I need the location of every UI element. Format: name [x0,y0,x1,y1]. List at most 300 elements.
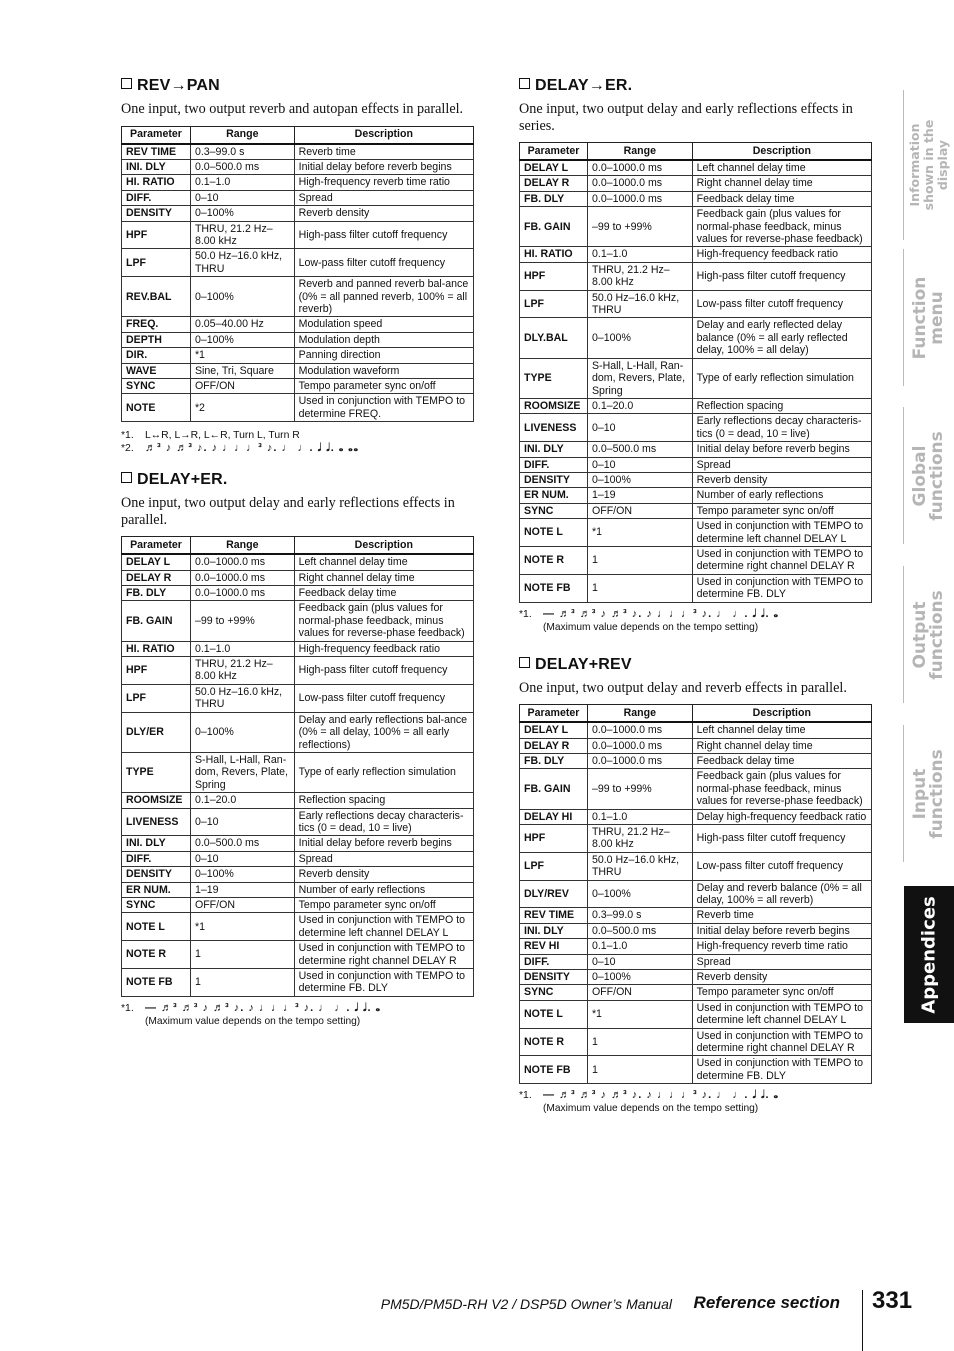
table-row [122,657,474,685]
description-cell: High-frequency feedback ratio [294,641,473,656]
description-cell: Low-pass filter cutoff frequency [294,684,473,712]
description-cell: Used in conjunction with TEMPO to determine right channel DELAY R [692,546,871,574]
table-row [520,809,872,824]
table-row [520,207,872,247]
range-cell: 0.1–1.0 [587,809,692,824]
section-intro: One input, two output reverb and autopan effects in parallel. [121,101,464,117]
checkbox-bullet-icon [121,78,132,89]
param-cell: NOTE R [122,941,191,969]
range-cell: *1 [190,913,294,941]
range-cell: OFF/ON [587,985,692,1000]
manual-title: PM5D/PM5D-RH V2 / DSP5D Owner’s Manual [380,1296,672,1312]
param-cell: NOTE L [520,1000,588,1028]
table-row [122,913,474,941]
tab-output-functions[interactable]: Output functions [903,566,954,703]
param-cell: REV.BAL [122,277,191,317]
description-cell: Right channel delay time [692,738,871,753]
table-row [122,554,474,570]
range-cell: THRU, 21.2 Hz–8.00 kHz [587,262,692,290]
range-cell: S-Hall, L-Hall, Ran-dom, Revers, Plate, Spring [190,752,294,792]
description-cell: Delay and early reflections bal-ance (0% = all delay, 100% = all early reflections) [294,712,473,752]
param-cell: HPF [122,221,191,249]
table-row [122,712,474,752]
param-cell: DIR. [122,348,191,363]
description-cell: Used in conjunction with TEMPO to determine right channel DELAY R [294,941,473,969]
param-cell: DIFF. [520,954,588,969]
range-cell: 50.0 Hz–16.0 kHz, THRU [190,684,294,712]
column-header-description: Description [294,537,473,555]
description-cell: Type of early reflection simulation [294,752,473,792]
param-cell: SYNC [122,379,191,394]
table-row [122,684,474,712]
parameter-table [519,704,872,1084]
param-cell: REV TIME [520,908,588,923]
tab-global-functions[interactable]: Global functions [903,407,954,544]
column-header-parameter: Parameter [122,537,191,555]
param-cell: FB. GAIN [122,601,191,641]
range-cell: 1 [190,969,294,997]
range-cell: 0.1–1.0 [190,175,294,190]
section-intro: One input, two output delay and reverb effects in parallel. [519,679,847,696]
table-row [520,290,872,318]
range-cell: THRU, 21.2 Hz–8.00 kHz [587,824,692,852]
table-row [520,722,872,738]
range-cell: 0.0–1000.0 ms [587,191,692,206]
table-row [520,753,872,768]
footnote-subtext: (Maximum value depends on the tempo setting) [145,1015,361,1027]
param-cell: DENSITY [122,206,191,221]
parameter-table [519,142,872,603]
table-row [520,546,872,574]
param-cell: SYNC [122,897,191,912]
table-row [520,1000,872,1028]
range-cell: OFF/ON [587,503,692,518]
table-row [122,317,474,332]
description-cell: Initial delay before reverb begins [294,159,473,174]
param-cell: LPF [122,249,191,277]
param-cell: WAVE [122,363,191,378]
table-row [520,1056,872,1084]
table-row [520,488,872,503]
description-cell: High-frequency reverb time ratio [692,939,871,954]
range-cell: 1 [587,574,692,602]
table-row [520,769,872,809]
range-cell: 50.0 Hz–16.0 kHz, THRU [587,852,692,880]
range-cell: –99 to +99% [587,207,692,247]
range-cell: 0–100% [587,472,692,487]
range-cell: 50.0 Hz–16.0 kHz, THRU [190,249,294,277]
table-row [122,190,474,205]
footnote-subtext: (Maximum value depends on the tempo setting) [543,1103,759,1115]
table-row [122,867,474,882]
page-footer [0,1287,954,1322]
param-cell: FB. DLY [520,753,588,768]
footnote-1: *1. — ♬³ ♬³ ♪ ♬³ ♪. ♪ ♩♩♩³ ♪. ♩ ♩. 𝅗𝅥 𝅗𝅥. 𝅝 [121,1001,381,1014]
param-cell: REV TIME [122,144,191,160]
range-cell: 0.1–1.0 [190,641,294,656]
table-row [520,262,872,290]
description-cell: High-pass filter cutoff frequency [294,221,473,249]
table-row [520,318,872,358]
description-cell: Left channel delay time [692,722,871,738]
param-cell: DENSITY [520,970,588,985]
table-row [122,394,474,422]
table-row [520,908,872,923]
tab-input-functions[interactable]: Input functions [903,725,954,862]
section-intro: One input, two output delay and early reflections effects in series. [519,101,853,134]
section-title: REV→PAN [121,77,474,95]
range-cell: 0–100% [190,712,294,752]
range-cell: *2 [190,394,294,422]
left-column [121,77,474,1028]
table-row [520,457,872,472]
table-row [122,277,474,317]
section-name: Reference section [693,1293,840,1312]
range-cell: 0.3–99.0 s [587,908,692,923]
range-cell: 1–19 [190,882,294,897]
table-row [520,824,872,852]
description-cell: Used in conjunction with TEMPO to determine FB. DLY [692,574,871,602]
param-cell: NOTE L [520,519,588,547]
param-cell: HPF [520,262,588,290]
table-row [520,247,872,262]
param-cell: DLY/REV [520,880,588,908]
description-cell: High-frequency reverb time ratio [294,175,473,190]
range-cell: 0.0–1000.0 ms [190,586,294,601]
param-cell: FB. DLY [520,191,588,206]
range-cell: *1 [587,519,692,547]
param-cell: FB. GAIN [520,207,588,247]
param-cell: LPF [122,684,191,712]
description-cell: Number of early reflections [294,882,473,897]
note-values-icons: — ♬³ ♬³ ♪ ♬³ ♪. ♪ ♩♩♩³ ♪. ♩ ♩. 𝅗𝅥 𝅗𝅥. 𝅝 [543,607,779,620]
range-cell: 0–10 [587,954,692,969]
range-cell: 0.0–500.0 ms [587,442,692,457]
param-cell: INI. DLY [520,442,588,457]
range-cell: OFF/ON [190,379,294,394]
checkbox-bullet-icon [519,78,530,89]
param-cell: FB. GAIN [520,769,588,809]
table-row [122,641,474,656]
param-cell: DELAY L [122,554,191,570]
description-cell: High-pass filter cutoff frequency [692,824,871,852]
param-cell: DELAY R [520,176,588,191]
description-cell: Used in conjunction with TEMPO to determine left channel DELAY L [294,913,473,941]
description-cell: Modulation speed [294,317,473,332]
range-cell: 0–100% [190,277,294,317]
table-row [122,586,474,601]
description-cell: Tempo parameter sync on/off [692,503,871,518]
description-cell: Reverb density [692,472,871,487]
range-cell: S-Hall, L-Hall, Ran-dom, Revers, Plate, Spring [587,358,692,398]
footnote-subtext: (Maximum value depends on the tempo setting) [543,621,759,633]
description-cell: Feedback gain (plus values for normal-phase feedback, minus values for reverse-phase feedback) [692,769,871,809]
description-cell: Spread [692,954,871,969]
column-header-range: Range [587,143,692,161]
table-row [520,160,872,176]
column-header-range: Range [587,705,692,723]
table-row [122,752,474,792]
description-cell: Early reflections decay characteris-tics (0 = dead, 10 = live) [692,414,871,442]
description-cell: Spread [294,851,473,866]
param-cell: SYNC [520,985,588,1000]
range-cell: 0.0–1000.0 ms [587,753,692,768]
param-cell: FREQ. [122,317,191,332]
param-cell: TYPE [520,358,588,398]
footnotes [519,1089,872,1115]
range-cell: 0.1–1.0 [587,247,692,262]
range-cell: 0–100% [190,867,294,882]
note-values-icons: ♬³ ♪ ♬³ ♪. ♪ ♩♩♩³ ♪. ♩ ♩. 𝅗𝅥 𝅗𝅥. 𝅝 𝅝𝅝 [145,442,359,455]
column-header-description: Description [294,126,473,144]
param-cell: DELAY R [520,738,588,753]
param-cell: FB. DLY [122,586,191,601]
range-cell: THRU, 21.2 Hz–8.00 kHz [190,657,294,685]
param-cell: INI. DLY [520,923,588,938]
right-column [519,77,872,1115]
description-cell: Tempo parameter sync on/off [294,897,473,912]
table-row [122,969,474,997]
param-cell: HI. RATIO [520,247,588,262]
footnote-1: *1. — ♬³ ♬³ ♪ ♬³ ♪. ♪ ♩♩♩³ ♪. ♩ ♩. 𝅗𝅥 𝅗𝅥. 𝅝 [519,607,779,620]
table-row [122,836,474,851]
parameter-table [121,536,474,997]
param-cell: DIFF. [122,190,191,205]
column-header-description: Description [692,143,871,161]
param-cell: DLY.BAL [520,318,588,358]
description-cell: Left channel delay time [294,554,473,570]
range-cell: 0.1–20.0 [587,398,692,413]
range-cell: 0–100% [190,332,294,347]
description-cell: Reverb density [692,970,871,985]
range-cell: 0–100% [587,318,692,358]
param-cell: DEPTH [122,332,191,347]
description-cell: Feedback delay time [692,191,871,206]
range-cell: 0.05–40.00 Hz [190,317,294,332]
range-cell: 0.0–1000.0 ms [190,554,294,570]
description-cell: Panning direction [294,348,473,363]
param-cell: DENSITY [122,867,191,882]
range-cell: 0.1–1.0 [587,939,692,954]
note-values-icons: — ♬³ ♬³ ♪ ♬³ ♪. ♪ ♩♩♩³ ♪. ♩ ♩. 𝅗𝅥 𝅗𝅥. 𝅝 [543,1089,779,1102]
param-cell: DELAY R [122,570,191,585]
description-cell: Low-pass filter cutoff frequency [692,290,871,318]
description-cell: Modulation depth [294,332,473,347]
description-cell: Low-pass filter cutoff frequency [294,249,473,277]
param-cell: HPF [520,824,588,852]
description-cell: Used in conjunction with TEMPO to determine FREQ. [294,394,473,422]
param-cell: NOTE FB [122,969,191,997]
table-row [122,206,474,221]
description-cell: Low-pass filter cutoff frequency [692,852,871,880]
range-cell: 0.0–500.0 ms [190,159,294,174]
table-row [520,472,872,487]
table-row [122,601,474,641]
table-row [122,851,474,866]
section-delay-er-series [519,77,872,634]
section-title: DELAY+REV [519,656,872,674]
section-title: DELAY+ER. [121,471,474,489]
range-cell: THRU, 21.2 Hz–8.00 kHz [190,221,294,249]
range-cell: 0–10 [190,851,294,866]
description-cell: Reverb density [294,206,473,221]
description-cell: Reflection spacing [294,793,473,808]
table-row [122,159,474,174]
table-row [122,249,474,277]
description-cell: Reflection spacing [692,398,871,413]
tab-function-menu[interactable]: Function menu [903,249,954,386]
tab-appendices[interactable]: Appendices [904,886,954,1023]
column-header-description: Description [692,705,871,723]
range-cell: 0–100% [587,970,692,985]
description-cell: Left channel delay time [692,160,871,176]
range-cell: 0.0–500.0 ms [587,923,692,938]
description-cell: Feedback gain (plus values for normal-phase feedback, minus values for reverse-phase feedback) [692,207,871,247]
range-cell: 1 [587,1056,692,1084]
description-cell: Right channel delay time [294,570,473,585]
column-header-range: Range [190,126,294,144]
description-cell: Initial delay before reverb begins [294,836,473,851]
table-row [520,414,872,442]
range-cell: *1 [190,348,294,363]
range-cell: 0–10 [190,190,294,205]
table-row [122,379,474,394]
description-cell: Used in conjunction with TEMPO to determine FB. DLY [294,969,473,997]
description-cell: Feedback delay time [692,753,871,768]
param-cell: HPF [122,657,191,685]
description-cell: High-frequency feedback ratio [692,247,871,262]
footnotes [121,1002,474,1028]
table-row [520,970,872,985]
table-row [520,954,872,969]
param-cell: HI. RATIO [122,641,191,656]
param-cell: NOTE R [520,1028,588,1056]
param-cell: DELAY HI [520,809,588,824]
description-cell: Used in conjunction with TEMPO to determine FB. DLY [692,1056,871,1084]
param-cell: ER NUM. [122,882,191,897]
table-row [122,897,474,912]
param-cell: NOTE [122,394,191,422]
section-intro: One input, two output delay and early reflections effects in parallel. [121,495,455,528]
checkbox-bullet-icon [121,472,132,483]
table-row [122,570,474,585]
param-cell: NOTE FB [520,1056,588,1084]
param-cell: HI. RATIO [122,175,191,190]
param-cell: DLY/ER [122,712,191,752]
section-delay-rev [519,656,872,1116]
column-header-parameter: Parameter [520,143,588,161]
table-row [520,1028,872,1056]
table-row [520,358,872,398]
table-row [520,398,872,413]
tab-information-display[interactable]: Information shown in the display [903,90,954,240]
description-cell: Early reflections decay characteris-tics (0 = dead, 10 = live) [294,808,473,836]
range-cell: 0.0–1000.0 ms [190,570,294,585]
range-cell: 50.0 Hz–16.0 kHz, THRU [587,290,692,318]
description-cell: Delay and reverb balance (0% = all delay, 100% = all reverb) [692,880,871,908]
range-cell: Sine, Tri, Square [190,363,294,378]
param-cell: LPF [520,852,588,880]
description-cell: High-pass filter cutoff frequency [294,657,473,685]
table-row [122,363,474,378]
param-cell: LIVENESS [122,808,191,836]
table-row [520,442,872,457]
range-cell: 0–100% [587,880,692,908]
table-row [520,880,872,908]
range-cell: 1–19 [587,488,692,503]
param-cell: LPF [520,290,588,318]
table-row [520,503,872,518]
table-row [520,939,872,954]
footnotes [121,429,474,455]
section-delay-er-parallel [121,471,474,1028]
range-cell: 0.0–500.0 ms [190,836,294,851]
param-cell: REV HI [520,939,588,954]
description-cell: Delay high-frequency feedback ratio [692,809,871,824]
description-cell: Used in conjunction with TEMPO to determine left channel DELAY L [692,1000,871,1028]
table-row [122,175,474,190]
column-header-parameter: Parameter [122,126,191,144]
param-cell: ER NUM. [520,488,588,503]
table-row [122,808,474,836]
range-cell: *1 [587,1000,692,1028]
param-cell: NOTE FB [520,574,588,602]
param-cell: LIVENESS [520,414,588,442]
range-cell: 0.0–1000.0 ms [587,738,692,753]
table-row [520,519,872,547]
section-title: DELAY→ER. [519,77,872,95]
range-cell: OFF/ON [190,897,294,912]
param-cell: NOTE R [520,546,588,574]
table-row [122,144,474,160]
param-cell: INI. DLY [122,836,191,851]
param-cell: ROOMSIZE [520,398,588,413]
range-cell: –99 to +99% [587,769,692,809]
description-cell: Reverb and panned reverb bal-ance (0% = all panned reverb, 100% = all reverb) [294,277,473,317]
parameter-table [121,126,474,423]
range-cell: 0.0–1000.0 ms [587,176,692,191]
description-cell: Initial delay before reverb begins [692,442,871,457]
table-row [520,923,872,938]
footnotes [519,608,872,634]
footnote-1: *1. — ♬³ ♬³ ♪ ♬³ ♪. ♪ ♩♩♩³ ♪. ♩ ♩. 𝅗𝅥 𝅗𝅥. 𝅝 [519,1089,779,1102]
description-cell: Reverb time [294,144,473,160]
page-number: 331 [872,1287,913,1314]
description-cell: Feedback gain (plus values for normal-phase feedback, minus values for reverse-phase feedback) [294,601,473,641]
table-row [520,852,872,880]
range-cell: 0–10 [190,808,294,836]
description-cell: Type of early reflection simulation [692,358,871,398]
description-cell: Tempo parameter sync on/off [294,379,473,394]
range-cell: 0.0–1000.0 ms [587,722,692,738]
table-row [122,348,474,363]
description-cell: Spread [294,190,473,205]
range-cell: 0.3–99.0 s [190,144,294,160]
range-cell: 0.1–20.0 [190,793,294,808]
range-cell: 1 [587,1028,692,1056]
table-row [520,191,872,206]
table-row [122,332,474,347]
range-cell: 0–10 [587,414,692,442]
footnote-1: *1. L↔R, L→R, L←R, Turn L, Turn R [121,430,300,442]
footer-divider [862,1290,863,1351]
table-row [122,882,474,897]
table-row [520,176,872,191]
range-cell: 0.0–1000.0 ms [587,160,692,176]
description-cell: Reverb time [692,908,871,923]
param-cell: DENSITY [520,472,588,487]
table-row [520,574,872,602]
